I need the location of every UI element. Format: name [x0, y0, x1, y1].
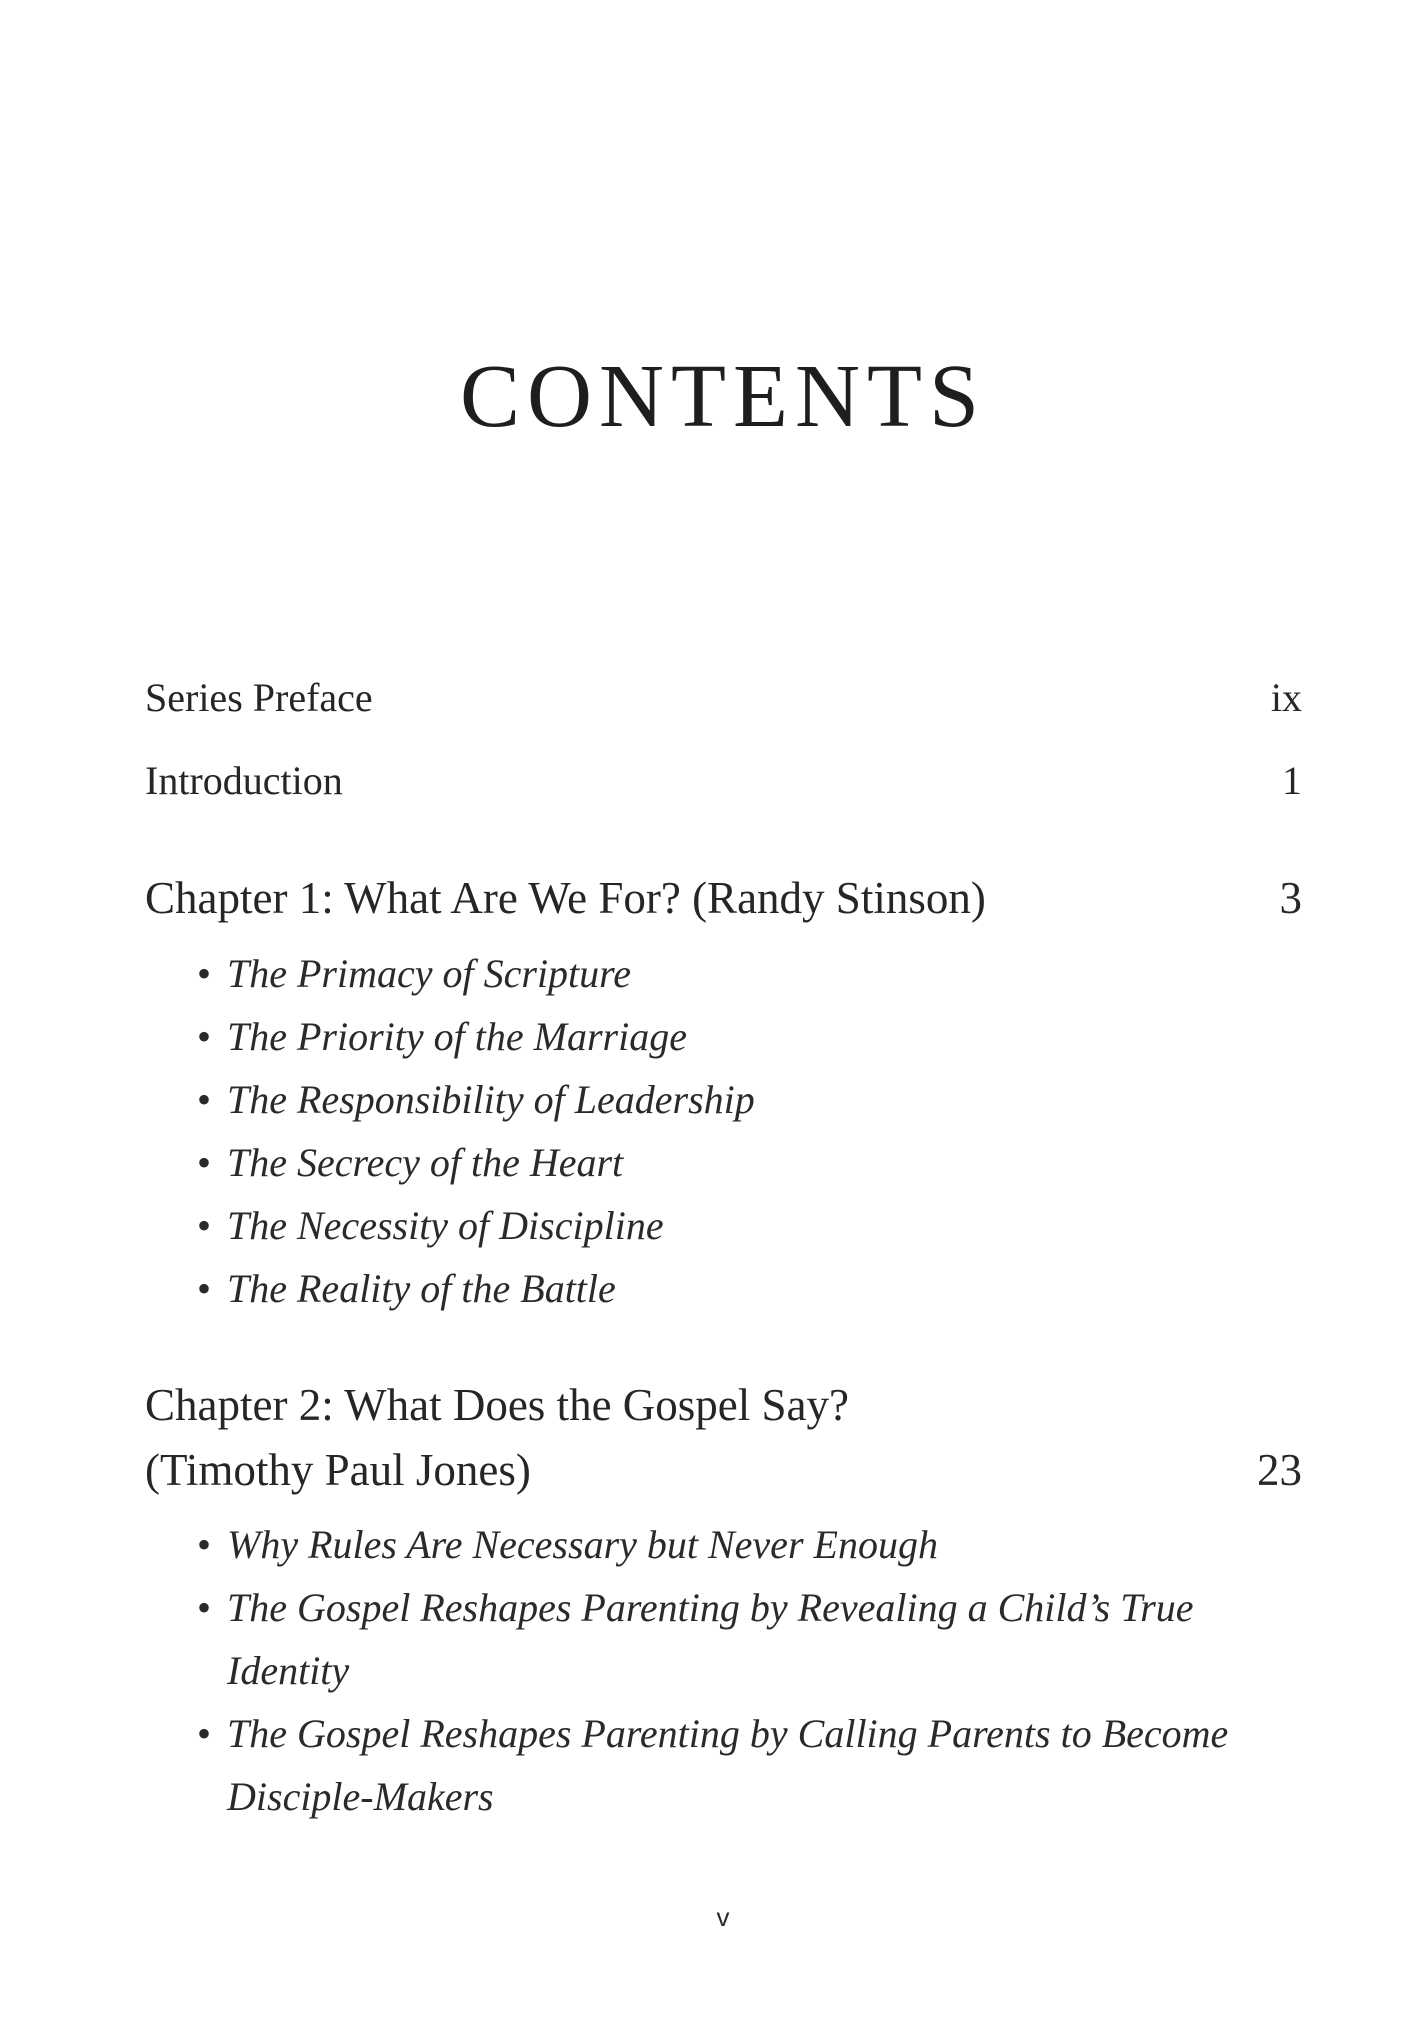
page-title: CONTENTS	[460, 347, 986, 446]
section-item[interactable]	[197, 1257, 1302, 1320]
section-title: The Gospel Reshapes Parenting by Revealing a Child’s True	[227, 1585, 1194, 1630]
section-item[interactable]	[197, 1702, 1302, 1828]
section-item[interactable]	[197, 942, 1302, 1005]
bullet-icon: •	[197, 1014, 212, 1059]
chapter-author: (Timothy Paul Jones)	[145, 1445, 531, 1495]
toc-entry-page: 1	[1282, 758, 1302, 803]
section-title: The Reality of the Battle	[227, 1266, 616, 1311]
bullet-icon: •	[197, 1711, 212, 1756]
bullet-icon: •	[197, 1203, 212, 1248]
section-item[interactable]	[197, 1194, 1302, 1257]
section-title: The Priority of the Marriage	[227, 1014, 687, 1059]
section-title: The Necessity of Discipline	[227, 1203, 664, 1248]
bullet-icon: •	[197, 1522, 212, 1567]
toc-entry-label: Series Preface	[145, 675, 373, 720]
section-title-continued: Identity	[227, 1648, 350, 1693]
chapter-page: 3	[1279, 873, 1302, 923]
section-item[interactable]	[197, 1513, 1302, 1576]
section-title: The Gospel Reshapes Parenting by Calling Parents to Become	[227, 1711, 1229, 1756]
chapter-title: Chapter 1: What Are We For? (Randy Stinson)	[145, 873, 986, 923]
section-title-continued: Disciple-Makers	[227, 1774, 494, 1819]
toc-entry-label: Introduction	[145, 758, 343, 803]
section-item[interactable]	[197, 1005, 1302, 1068]
chapter-title: Chapter 2: What Does the Gospel Say?	[145, 1380, 850, 1430]
toc-entry-page: ix	[1270, 675, 1302, 720]
bullet-icon: •	[197, 951, 212, 996]
bullet-icon: •	[197, 1077, 212, 1122]
bullet-icon: •	[197, 1585, 212, 1630]
section-title: The Primacy of Scripture	[227, 951, 632, 996]
bullet-icon: •	[197, 1266, 212, 1311]
section-title: The Responsibility of Leadership	[227, 1077, 755, 1122]
chapter-page: 23	[1257, 1445, 1302, 1495]
section-item[interactable]	[197, 1068, 1302, 1131]
section-title: The Secrecy of the Heart	[227, 1140, 624, 1185]
section-item[interactable]	[197, 1576, 1302, 1702]
page-number: v	[716, 1902, 730, 1932]
section-item[interactable]	[197, 1131, 1302, 1194]
bullet-icon: •	[197, 1140, 212, 1185]
section-title: Why Rules Are Necessary but Never Enough	[227, 1522, 938, 1567]
